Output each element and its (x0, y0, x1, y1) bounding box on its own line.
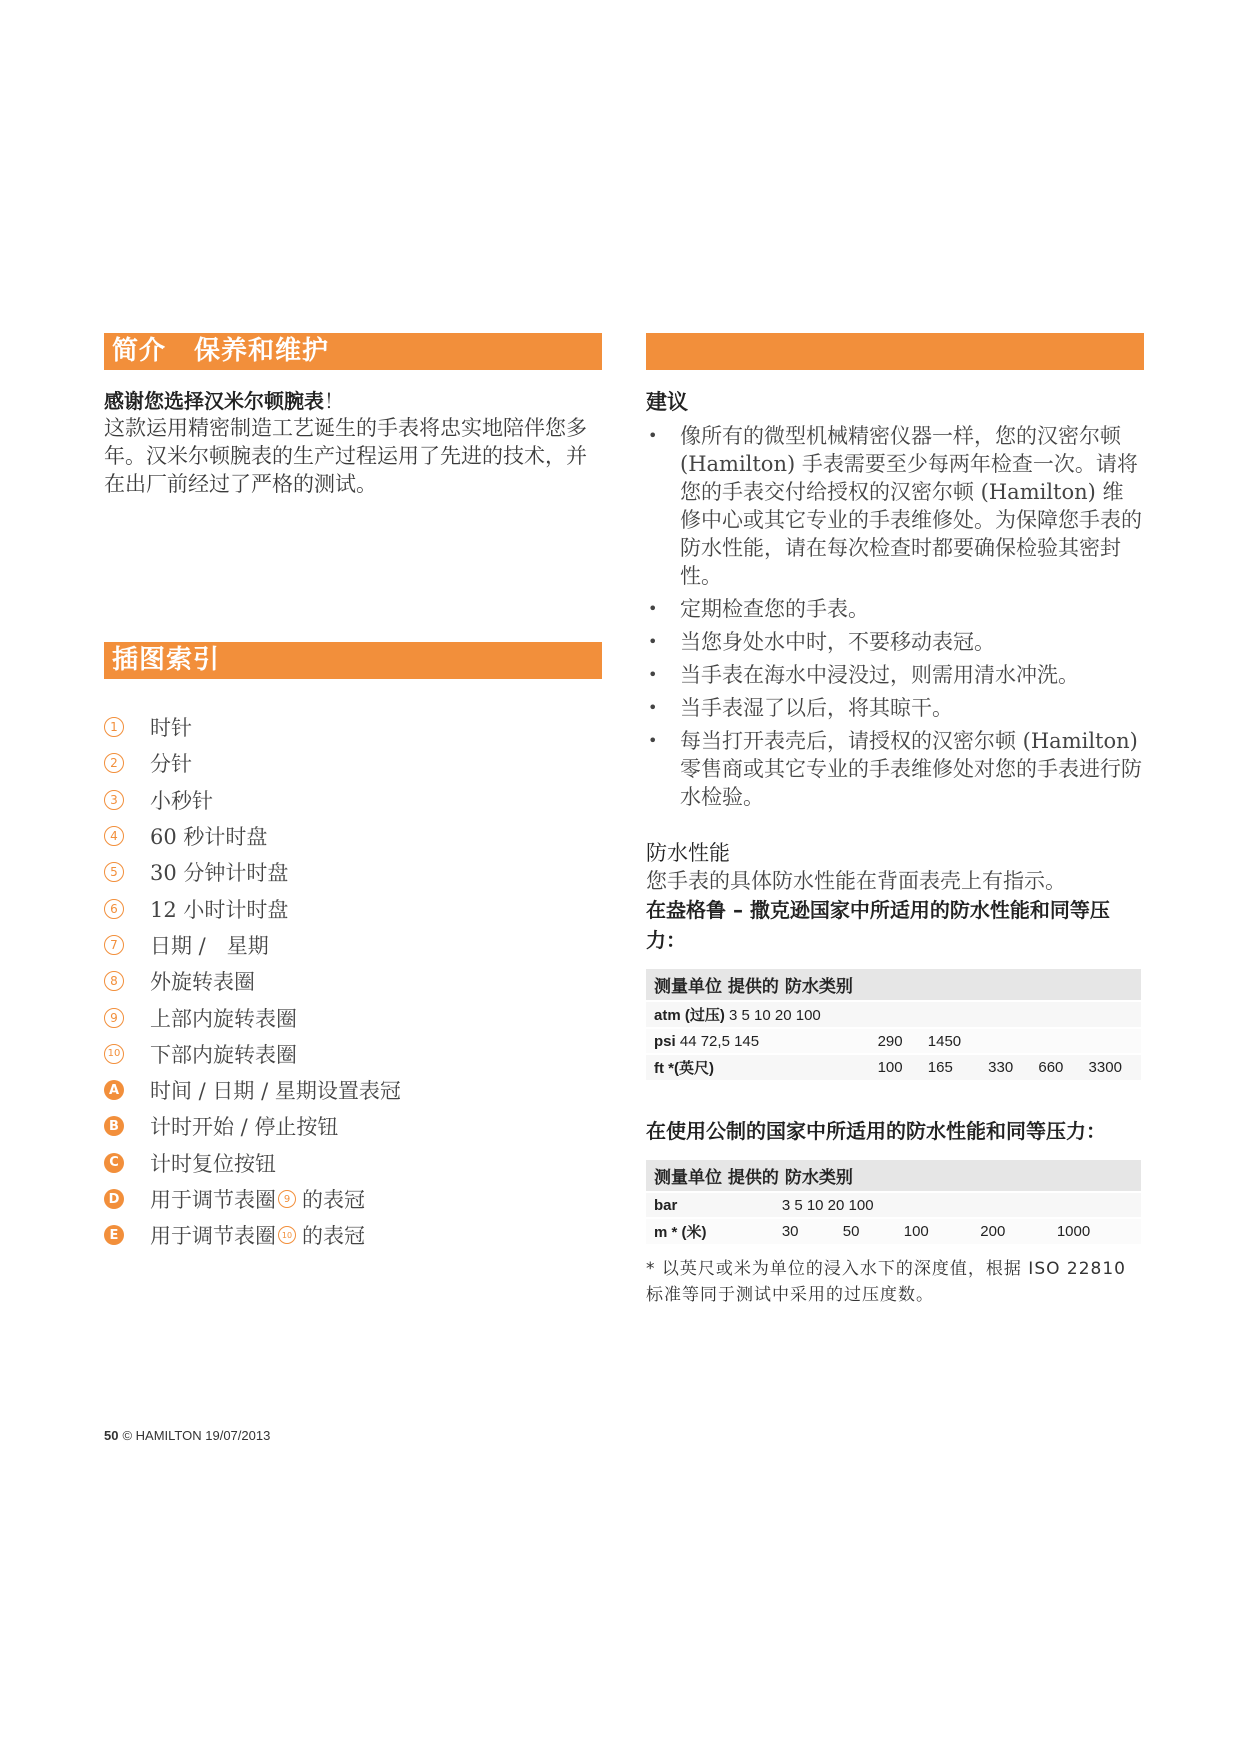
metric-pressure-heading: 在使用公制的国家中所适用的防水性能和同等压力： (646, 1119, 1106, 1143)
legend-label: 60 秒计时盘 (150, 825, 268, 850)
legend-label: 计时开始 / 停止按钮 (150, 1115, 339, 1140)
legend-item (104, 709, 602, 745)
advice-item: • 当您身处水中时，不要移动表冠。 (646, 628, 1144, 656)
legend-item (104, 999, 602, 1035)
table-header-row (646, 1160, 1141, 1192)
table-cell: 330 (980, 1054, 1030, 1080)
legend-suffix: 的表冠 (302, 1224, 365, 1249)
banner-index-label: 插图索引 (112, 645, 221, 675)
marker-d: D (104, 1189, 124, 1209)
legend-label: 12 小时计时盘 (150, 897, 289, 922)
table-row (646, 1028, 1141, 1054)
legend-item (104, 1181, 602, 1217)
advice-item: • 每当打开表壳后，请授权的汉密尔顿 (Hamilton) 零售商或其它专业的手表维修处对您的手表进行防水检验。 (646, 727, 1144, 811)
advice-item: • 当手表湿了以后，将其晾干。 (646, 694, 1144, 722)
table-cell: 50 (835, 1218, 896, 1244)
legend-item (104, 890, 602, 926)
page-footer (104, 1428, 270, 1443)
marker-c: C (104, 1153, 124, 1173)
table-cell: 30 (774, 1218, 835, 1244)
table-cell: 100 (896, 1218, 973, 1244)
intro-heading-text: 感谢您选择汉米尔顿腕表 (104, 389, 324, 413)
legend-label: 下部内旋转表圈 (150, 1042, 297, 1067)
marker-9: 9 (104, 1008, 124, 1028)
marker-8: 8 (104, 971, 124, 991)
row-label: ft *(英尺) (646, 1054, 870, 1080)
table-cell: 290 (870, 1028, 920, 1054)
banner-intro-care (104, 333, 602, 370)
table-cell: 44 72,5 145 (679, 1032, 760, 1050)
banner-care-label: 保养和维护 (194, 336, 330, 366)
banner-illustration-index (104, 642, 602, 679)
advice-list (646, 422, 1144, 811)
legend-item (104, 1036, 602, 1072)
legend-label: 上部内旋转表圈 (150, 1006, 297, 1031)
legend-item (104, 1145, 602, 1181)
marker-ref-9: 9 (278, 1190, 296, 1208)
table-cell: 100 (870, 1054, 920, 1080)
legend-item (104, 854, 602, 890)
table-cell: 1000 (1049, 1218, 1141, 1244)
row-label: m * (米) (646, 1218, 774, 1244)
legend-label: 分针 (150, 752, 192, 777)
intro-text: 这款运用精密制造工艺诞生的手表将忠实地陪伴您多年。汉米尔顿腕表的生产过程运用了先进的技术，并在出厂前经过了严格的测试。 (104, 416, 587, 496)
table-cell: 3 5 10 20 100 (729, 1007, 821, 1024)
legend-item (104, 1072, 602, 1108)
table-row (646, 1054, 1141, 1080)
table-cell: 3 5 10 20 100 (774, 1192, 1141, 1218)
legend-label: 计时复位按钮 (150, 1151, 276, 1176)
table-header: 测量单位 提供的 防水类别 (646, 969, 1141, 1001)
legend-item (104, 1108, 602, 1144)
advice-item: • 当手表在海水中浸没过，则需用清水冲洗。 (646, 661, 1144, 689)
row-label-text: psi (654, 1032, 676, 1050)
legend-item (104, 1217, 602, 1253)
legend-label: 日期 / 星期 (150, 933, 269, 958)
legend-item (104, 963, 602, 999)
table-cell (1030, 1028, 1080, 1054)
legend-label: 时针 (150, 716, 192, 741)
table-cell (1081, 1028, 1141, 1054)
table-cell (870, 1001, 920, 1028)
advice-item: • 定期检查您的手表。 (646, 595, 1144, 623)
legend-item (104, 927, 602, 963)
footnote: * 以英尺或米为单位的浸入水下的深度值，根据 ISO 22810 标准等同于测试中采用的过压度数。 (646, 1259, 1126, 1305)
banner-right-empty (646, 333, 1144, 370)
table-row (646, 1001, 1141, 1028)
legend-suffix: 的表冠 (302, 1188, 365, 1212)
table-cell (1030, 1001, 1080, 1028)
marker-7: 7 (104, 935, 124, 955)
left-column (104, 333, 602, 1253)
legend-item (104, 745, 602, 781)
table-cell (920, 1001, 980, 1028)
table-cell: 200 (972, 1218, 1049, 1244)
page-number: 50 (104, 1428, 119, 1443)
right-column (646, 333, 1144, 1308)
table-cell: 165 (920, 1054, 980, 1080)
marker-5: 5 (104, 862, 124, 882)
legend-label: 外旋转表圈 (150, 970, 255, 995)
marker-ref-10: 10 (278, 1226, 296, 1244)
marker-6: 6 (104, 899, 124, 919)
water-resistance-heading: 防水性能 (646, 841, 730, 865)
table-cell: 1450 (920, 1028, 980, 1054)
metric-pressure-table (646, 1160, 1141, 1244)
legend-label: 用于调节表圈 (150, 1188, 276, 1212)
table-cell (980, 1001, 1030, 1028)
imperial-pressure-table (646, 969, 1141, 1080)
banner-intro-label: 简介 (112, 336, 167, 366)
advice-heading: 建议 (646, 390, 688, 414)
legend-item (104, 782, 602, 818)
marker-e: E (104, 1225, 124, 1245)
marker-a: A (104, 1080, 124, 1100)
marker-4: 4 (104, 826, 124, 846)
row-label (646, 1001, 870, 1028)
row-label-text: atm (过压) (654, 1007, 725, 1024)
legend-label: 时间 / 日期 / 星期设置表冠 (150, 1079, 401, 1104)
legend-label: 30 分钟计时盘 (150, 861, 289, 886)
table-header-row (646, 969, 1141, 1001)
legend-label: 小秒针 (150, 788, 213, 813)
marker-10: 10 (104, 1044, 124, 1064)
water-resistance-text: 您手表的具体防水性能在背面表壳上有指示。 (646, 869, 1066, 893)
table-cell (1081, 1001, 1141, 1028)
marker-b: B (104, 1116, 124, 1136)
marker-3: 3 (104, 790, 124, 810)
table-cell: 3300 (1081, 1054, 1141, 1080)
illustration-legend (104, 709, 602, 1253)
copyright: © HAMILTON 19/07/2013 (122, 1428, 271, 1443)
uk-pressure-heading: 在盎格鲁 – 撒克逊国家中所适用的防水性能和同等压力： (646, 898, 1110, 952)
marker-1: 1 (104, 717, 124, 737)
table-header: 测量单位 提供的 防水类别 (646, 1160, 1141, 1192)
intro-heading-punct: ！ (324, 389, 344, 413)
legend-item (104, 818, 602, 854)
marker-2: 2 (104, 753, 124, 773)
advice-item: • 像所有的微型机械精密仪器一样，您的汉密尔顿 (Hamilton) 手表需要至少每两年检查一次。请将您的手表交付给授权的汉密尔顿 (Hamilton) 维修中心或其它专业的手表维修处。为保障您手表的防水性能，请在每次检查时都要确保检验其密封性。 (646, 422, 1144, 590)
table-cell: 660 (1030, 1054, 1080, 1080)
row-label (646, 1028, 870, 1054)
table-row (646, 1192, 1141, 1218)
table-cell (980, 1028, 1030, 1054)
row-label: bar (646, 1192, 774, 1218)
table-row (646, 1218, 1141, 1244)
intro-heading (104, 388, 602, 414)
legend-label: 用于调节表圈 (150, 1224, 276, 1249)
